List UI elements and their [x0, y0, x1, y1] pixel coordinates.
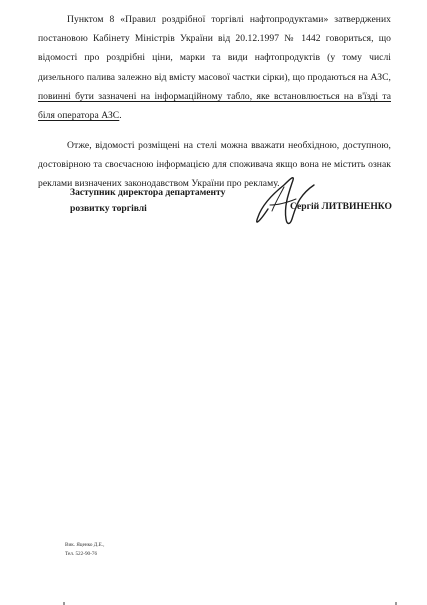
signatory-position — [70, 185, 225, 216]
signatory-position-line-2: розвитку торгівлі — [70, 202, 147, 214]
executor-note — [65, 541, 104, 559]
executor-phone: Тел. 522-90-76 — [65, 551, 98, 557]
signatory-name: Сергій ЛИТВИНЕНКО — [290, 201, 392, 212]
paragraph-end: . — [119, 110, 122, 122]
signatory-position-line-1: Заступник директора департаменту — [70, 187, 226, 198]
underlined-requirement: повинні бути зазначені на інформаційному табло, яке встановлюється на в'їзді та біля оператора АЗС — [38, 90, 391, 122]
paragraph-text: Пунктом 8 «Правил роздрібної торгівлі нафтопродуктами» затверджених постановою Кабінету Міністрів України від 20.12.1997 № 1442 говориться, що відомості про роздрібні ціни, марки та види нафтопродуктів (у тому числі дизельного палива залежно від вмісту масової частки сірки), що продаються на АЗС, — [38, 14, 391, 83]
paragraph-conclusion: Отже, відомості розміщені на стелі можна вважати необхідною, доступною, достовірною та своєчасною інформацією для споживача якщо вона не містить ознак реклами визначених законодавством України про рекламу. — [38, 140, 391, 190]
executor-name: Вик. Яценко Д.Е., — [65, 542, 105, 548]
paragraph-rules-reference — [38, 10, 391, 125]
handwritten-signature — [240, 165, 330, 235]
